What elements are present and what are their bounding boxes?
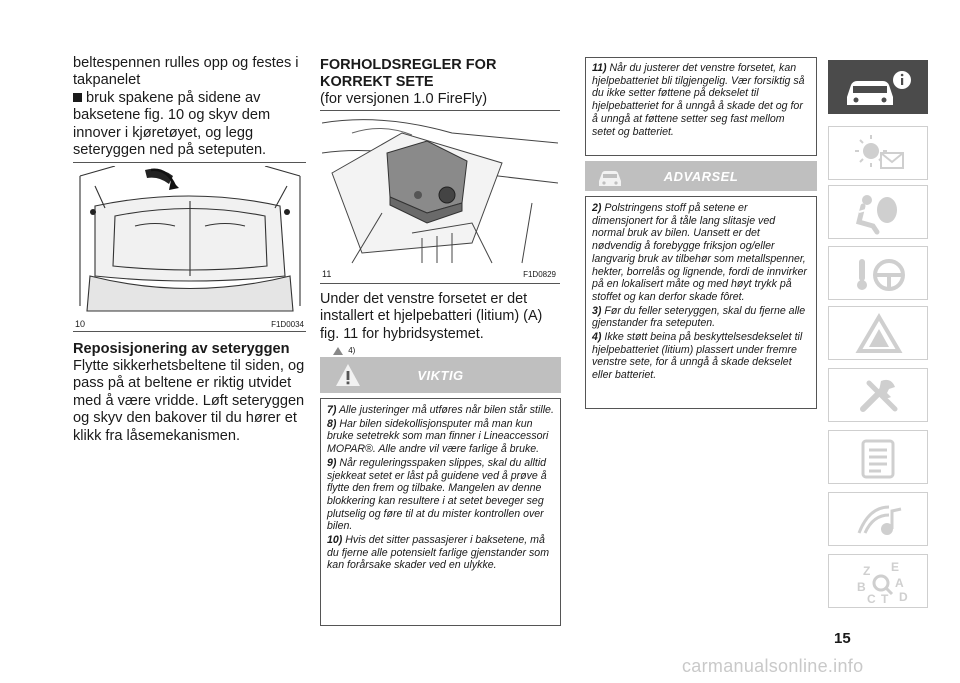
- figure-11-number: 11: [322, 269, 332, 279]
- column-2-body: [320, 291, 560, 343]
- watermark: carmanualsonline.info: [682, 656, 864, 676]
- figure-10-top-rule: [73, 162, 306, 163]
- multimedia-icon: [829, 493, 929, 547]
- page-number: 15: [834, 630, 851, 647]
- note-11: 11) Når du justerer det venstre forsetet, kan hjelpebatteriet bli tilgjengelig. Vær forsiktig så du ikke setter føttene på dekselet til hjelpebatteriet for å unngå å skade det og for å unngå at føttene setter seg fast mellom setet og batteriet.: [592, 62, 805, 138]
- svg-text:E: E: [891, 560, 900, 574]
- index-az-icon: [829, 555, 929, 609]
- figure-11-code: F1D0829: [523, 270, 556, 279]
- maintenance-tools-icon: [829, 369, 929, 423]
- figure-11-bottom-rule: [320, 283, 560, 284]
- car-warning-icon: [332, 346, 344, 356]
- important-box-title: VIKTIG: [417, 367, 464, 383]
- note-9: 9) Når reguleringsspaken slippes, skal du alltid sjekkeat setet er låst på guidene ved å prøve å flytte den frem og tilbake. Mangelen av denne blokkering kan resultere i at setet beveger seg plutselig og føre til at du mister kontrollen over bilen.: [327, 456, 547, 533]
- warning-box-body: [585, 196, 817, 409]
- tab-maintenance[interactable]: [828, 368, 928, 422]
- column-1-lower: [73, 341, 313, 445]
- tab-multimedia[interactable]: [828, 492, 928, 546]
- version-subheading: (for versjonen 1.0 FireFly): [320, 91, 488, 107]
- technical-data-icon: [829, 431, 929, 485]
- tab-starting-driving[interactable]: [828, 246, 928, 300]
- tab-safety[interactable]: [828, 185, 928, 239]
- svg-text:B: B: [857, 580, 866, 594]
- tab-dashboard-lights[interactable]: [828, 126, 928, 180]
- section-heading-reposition: Reposisjonering av seteryggen: [73, 341, 290, 357]
- important-box-header: [320, 357, 561, 393]
- bullet-continuation: baksetene fig. 10 og skyv dem innover i kjøretøyet, og legg seteryggen ned på seteputen.: [73, 107, 271, 159]
- note-7: 7) Alle justeringer må utføres når bilen står stille.: [327, 404, 554, 416]
- tab-index[interactable]: [828, 554, 928, 608]
- emergency-triangle-icon: [829, 307, 929, 361]
- tab-emergency[interactable]: [828, 306, 928, 360]
- tab-technical-data[interactable]: [828, 430, 928, 484]
- reference-4-text: 4): [348, 346, 356, 356]
- column-2-header: [320, 57, 560, 108]
- dashboard-lights-icon: [829, 127, 929, 181]
- figure-10-code: F1D0034: [271, 320, 304, 329]
- important-box-body: [320, 398, 561, 626]
- reference-4: [332, 346, 355, 356]
- section-heading-precautions-2: KORREKT SETE: [320, 74, 434, 90]
- car-info-icon: [829, 61, 929, 115]
- bullet-line: [73, 90, 308, 107]
- battery-under-seat-illustration: [322, 113, 558, 265]
- figure-10-bottom-rule: [73, 331, 306, 332]
- warning-box-header: [585, 161, 817, 191]
- intro-line-2: takpanelet: [73, 72, 141, 89]
- svg-text:A: A: [895, 576, 904, 590]
- warning-box-title: ADVARSEL: [663, 168, 739, 184]
- column-1: [73, 55, 308, 159]
- svg-text:D: D: [899, 590, 908, 604]
- battery-paragraph: Under det venstre forsetet er det installert et hjelpebatteri (litium) (A) fig. 11 for hybridsystemet.: [320, 291, 543, 342]
- rear-seat-illustration: [75, 166, 305, 316]
- note-8: 8) Har bilen sidekollisjonsputer må man kun bruke setetrekk som man finner i Lineaccessori MOPAR®. Alle andre vil være farlige å bruke.: [327, 417, 549, 456]
- note-10: 10) Hvis det sitter passasjerer i baksetene, må du fjerne alle potensielt farlige gjenstander som kan forårsake skader ved en ulykke.: [327, 534, 550, 572]
- svg-text:T: T: [881, 592, 889, 606]
- note-3: 3) Før du feller seteryggen, skal du fjerne alle gjenstander fra seteputen.: [592, 304, 806, 330]
- bullet-text: bruk spakene på sidene av: [86, 89, 261, 106]
- section-heading-precautions-1: FORHOLDSREGLER FOR: [320, 57, 497, 73]
- safety-airbag-icon: [829, 186, 929, 240]
- svg-text:C: C: [867, 592, 876, 606]
- driving-steering-icon: [829, 247, 929, 301]
- figure-10-number: 10: [75, 319, 86, 329]
- figure-11-top-rule: [320, 110, 560, 111]
- tab-car-info[interactable]: [828, 60, 928, 114]
- figure-10-image: [75, 166, 305, 316]
- figure-11-image: [322, 113, 558, 265]
- note-11-box: [585, 57, 817, 156]
- note-2: 2) Polstringens stoff på setene er dimensjonert for å tåle lang slitasje ved normal bruk av bilen. Uansett er det nødvendig å forebygge friksjon og/eller langvarig bruk av tilbehør som metallspenner, hekter, borrelås og lignende, fordi de innvirker på en lokalisert måte og med høyt trykk på stoffet og kan derfor skade fôret.: [592, 202, 807, 303]
- square-bullet-icon: [73, 93, 82, 102]
- intro-line-1: beltespennen rulles opp og festes i: [73, 55, 299, 71]
- svg-text:Z: Z: [863, 564, 871, 578]
- note-4: 4) Ikke støtt beina på beskyttelsesdekselet til hjelpebatteriet (litium) plassert under fremre venstre sete, for å unngå å skade dekselet eller batteriet.: [592, 331, 803, 382]
- reposition-paragraph: Flytte sikkerhetsbeltene til siden, og pass på at beltene er riktig utvidet med å være vridde. Løft seteryggen og skyv den bakover til du hører et klikk fra låsemekanismen.: [73, 358, 305, 444]
